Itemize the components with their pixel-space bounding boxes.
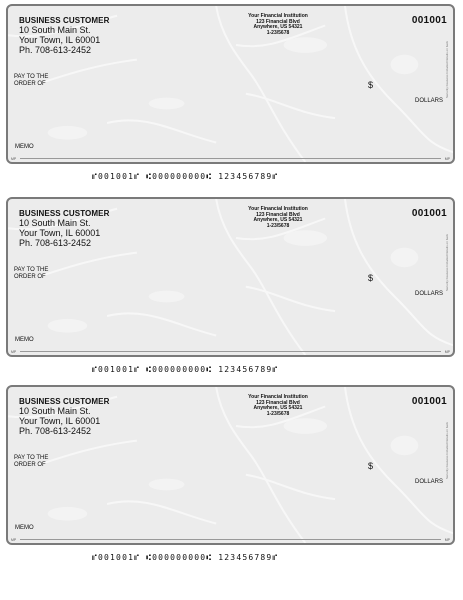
dollar-sign: $	[368, 273, 374, 283]
mp-right-mark: MP	[444, 350, 450, 354]
memo-label: MEMO	[15, 337, 34, 343]
routing-fraction: 1-23/5678	[266, 29, 290, 36]
mp-left-mark: MP	[11, 350, 17, 354]
security-features-note	[445, 233, 451, 331]
memo-label: MEMO	[15, 144, 34, 150]
business-name: BUSINESS CUSTOMER	[19, 16, 110, 25]
check-number: 001001	[411, 15, 447, 26]
memo-label: MEMO	[15, 525, 34, 531]
security-text: Security Features Included Details on back	[445, 421, 449, 479]
phone: Ph. 708-613-2452	[19, 426, 92, 436]
dollars-label: DOLLARS	[414, 98, 443, 104]
bank-info	[232, 207, 324, 229]
bottom-line	[20, 351, 441, 352]
address-line-2: Your Town, IL 60001	[19, 228, 101, 238]
bank-city: Anywhere, US 54321	[253, 217, 303, 224]
address-line-1: 10 South Main St.	[19, 406, 91, 416]
address-line-2: Your Town, IL 60001	[19, 35, 101, 45]
phone: Ph. 708-613-2452	[19, 45, 92, 55]
security-features-note	[445, 421, 451, 519]
security-text: Security Features Included Details on back	[445, 40, 449, 98]
bottom-line	[20, 539, 441, 540]
dollars-label: DOLLARS	[414, 291, 443, 297]
phone: Ph. 708-613-2452	[19, 238, 92, 248]
micr-line: ⑈001001⑈ ⑆000000000⑆ 123456789⑈	[92, 172, 279, 181]
pay-to-line-2: ORDER OF	[14, 462, 46, 468]
bank-address: 123 Financial Blvd	[256, 18, 300, 25]
dollar-sign: $	[368, 461, 374, 471]
bank-info	[232, 14, 324, 36]
bottom-line	[20, 158, 441, 159]
address-line-2: Your Town, IL 60001	[19, 416, 101, 426]
bank-name: Your Financial Institution	[248, 394, 308, 400]
pay-to-label	[14, 74, 48, 88]
pay-to-line-1: PAY TO THE	[14, 455, 49, 461]
bank-name: Your Financial Institution	[248, 206, 308, 212]
check-1	[0, 0, 463, 180]
bank-address: 123 Financial Blvd	[256, 211, 300, 218]
check-number: 001001	[411, 396, 447, 407]
bank-address: 123 Financial Blvd	[256, 399, 300, 406]
business-name: BUSINESS CUSTOMER	[19, 209, 110, 218]
bank-city: Anywhere, US 54321	[253, 405, 303, 412]
check-body	[6, 4, 455, 164]
routing-fraction: 1-23/5678	[266, 410, 290, 417]
routing-fraction: 1-23/5678	[266, 222, 290, 229]
pay-to-line-2: ORDER OF	[14, 274, 46, 280]
bank-info	[232, 395, 324, 417]
pay-to-label	[14, 455, 48, 469]
bank-name: Your Financial Institution	[248, 13, 308, 19]
micr-line: ⑈001001⑈ ⑆000000000⑆ 123456789⑈	[92, 365, 279, 374]
address-line-1: 10 South Main St.	[19, 218, 91, 228]
check-number: 001001	[411, 208, 447, 219]
pay-to-line-1: PAY TO THE	[14, 74, 49, 80]
mp-right-mark: MP	[444, 157, 450, 161]
pay-to-line-1: PAY TO THE	[14, 267, 49, 273]
mp-left-mark: MP	[11, 157, 17, 161]
micr-line: ⑈001001⑈ ⑆000000000⑆ 123456789⑈	[92, 553, 279, 562]
check-body	[6, 197, 455, 357]
address-line-1: 10 South Main St.	[19, 25, 91, 35]
business-name: BUSINESS CUSTOMER	[19, 397, 110, 406]
security-text: Security Features Included Details on back	[445, 233, 449, 291]
check-3	[0, 381, 463, 561]
mp-right-mark: MP	[444, 538, 450, 542]
check-body	[6, 385, 455, 545]
bank-city: Anywhere, US 54321	[253, 24, 303, 31]
mp-left-mark: MP	[11, 538, 17, 542]
pay-to-line-2: ORDER OF	[14, 81, 46, 87]
security-features-note	[445, 40, 451, 138]
check-2	[0, 193, 463, 373]
dollars-label: DOLLARS	[414, 479, 443, 485]
dollar-sign: $	[368, 80, 374, 90]
pay-to-label	[14, 267, 48, 281]
